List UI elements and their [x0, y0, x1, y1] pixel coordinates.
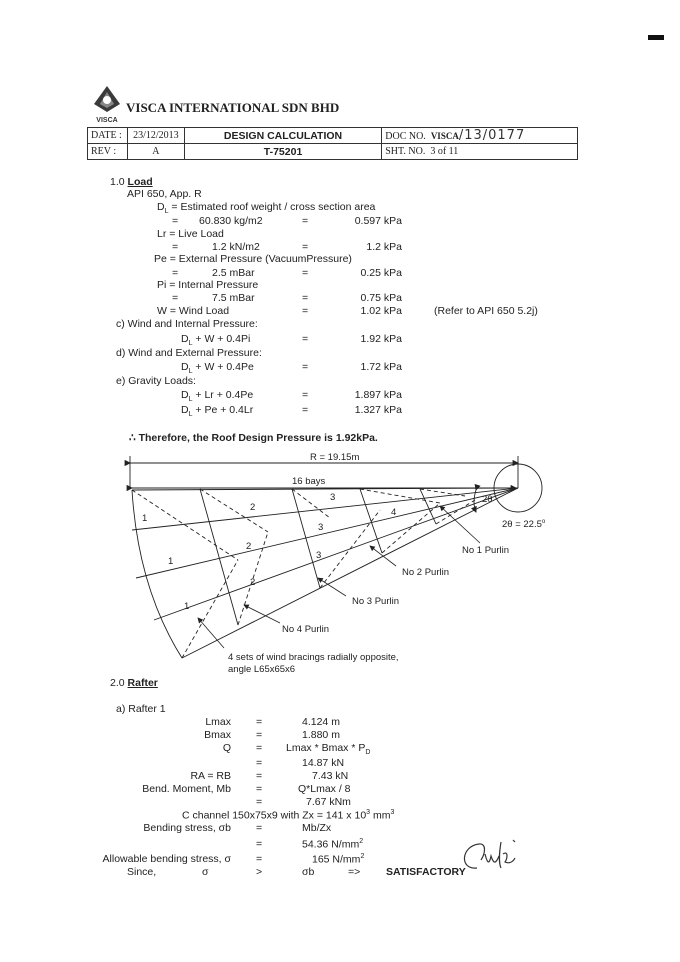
bay-number: 2	[246, 541, 252, 552]
combo-e2-value: 1.327 kPa	[354, 404, 402, 416]
visca-logo	[92, 84, 122, 124]
load-heading: 1.0 Load	[110, 176, 153, 188]
allowable-stress-value: 165 $N/mm^2$	[312, 853, 365, 866]
bracing-note-1: 4 sets of wind bracings radially opposite,	[228, 652, 399, 663]
calc-value: 14.87 kN	[302, 757, 345, 769]
doc-label: DOC NO.	[385, 131, 426, 142]
bay-number: 1	[142, 513, 148, 524]
eq-sign: =	[302, 404, 309, 416]
eq-sign: =	[256, 783, 263, 795]
eq-sign: =	[172, 241, 179, 253]
eq-sign: =	[256, 742, 263, 754]
combo-e1-value: 1.897 kPa	[354, 389, 402, 401]
date-value: 23/12/2013	[127, 128, 184, 144]
eq-sign: =	[302, 305, 309, 317]
calc-value: 7.67 kNm	[306, 796, 351, 808]
calc-label: RA = RB	[190, 770, 231, 782]
eq-sign: =	[302, 333, 309, 345]
eq-sign: =	[256, 770, 263, 782]
combo-d-value: 1.72 kPa	[360, 361, 402, 373]
bay-number: 4	[391, 507, 397, 518]
rafter-1-label: a) Rafter 1	[116, 703, 166, 715]
bay-number: 3	[316, 550, 322, 561]
doc-no-cell	[382, 128, 578, 144]
load-standard: API 650, App. R	[127, 188, 202, 200]
sht-label: SHT. NO.	[385, 146, 426, 157]
angle-value: $2\theta = 22.5^o$	[502, 519, 546, 530]
eq-sign: =	[256, 796, 263, 808]
bay-number: 3	[318, 522, 324, 533]
calc-value: 7.43 kN	[312, 770, 349, 782]
eq-sign: =	[256, 822, 263, 834]
implies-arrow: =>	[348, 866, 361, 878]
calc-value: 1.880 m	[302, 729, 340, 741]
bay-number: 2	[250, 577, 256, 588]
sht-value: 3 of 11	[430, 146, 459, 157]
purlin-3-label: No 3 Purlin	[352, 596, 399, 607]
sht-cell	[382, 144, 578, 160]
calc-label: Q	[222, 742, 231, 754]
bay-number: 2	[250, 502, 256, 513]
rafter-heading: 2.0 Rafter	[110, 677, 158, 689]
eq-sign: =	[302, 361, 309, 373]
dl-value: 60.830 kg/m2	[199, 215, 263, 227]
bays-label: 16 bays	[292, 476, 326, 487]
doc-title: DESIGN CALCULATION	[184, 128, 381, 144]
calc-label: Bmax	[204, 729, 231, 741]
combo-d-label: d) Wind and External Pressure:	[116, 347, 262, 359]
company-name: VISCA INTERNATIONAL SDN BHD	[126, 100, 340, 115]
calc-value: Q*Lmax / 8	[298, 783, 351, 795]
purlin-2-label: No 2 Purlin	[402, 567, 449, 578]
combo-e1-expr: $D_L + Lr + 0.4Pe$	[181, 389, 254, 404]
bay-number: 1	[184, 601, 190, 612]
corner-mark	[648, 35, 664, 40]
eq-sign: =	[256, 716, 263, 728]
combo-c-expr: $D_L + W + 0.4Pi$	[181, 333, 251, 348]
calc-value: 4.124 m	[302, 716, 340, 728]
header-table	[87, 127, 578, 160]
bending-stress-formula: Mb/Zx	[302, 822, 332, 834]
section-properties: C channel 150x75x9 with Zx = 141 x $10^3$ $mm^3$	[182, 809, 395, 822]
rev-value: A	[127, 144, 184, 160]
eq-sign: =	[256, 853, 263, 865]
sigma-symbol: σ	[202, 866, 209, 878]
w-definition: W = Wind Load	[157, 305, 230, 317]
pe-definition: Pe = External Pressure (VacuumPressure)	[154, 253, 352, 265]
eq-sign: =	[302, 389, 309, 401]
bracing-note-2: angle L65x65x6	[228, 664, 296, 675]
w-kpa: 1.02 kPa	[360, 305, 402, 317]
pe-value: 2.5 mBar	[212, 267, 255, 279]
combo-d-expr: $D_L + W + 0.4Pe$	[181, 361, 254, 376]
calc-value: Lmax * Bmax * $P_D$	[286, 742, 371, 757]
pi-definition: Pi = Internal Pressure	[157, 279, 259, 291]
calc-label: Bend. Moment, Mb	[142, 783, 231, 795]
eq-sign: =	[302, 241, 309, 253]
bending-stress-label: Bending stress, σb	[143, 822, 231, 834]
date-label: DATE :	[88, 128, 128, 144]
eq-sign: =	[172, 292, 179, 304]
lr-definition: Lr = Live Load	[157, 228, 224, 240]
dl-kpa: 0.597 kPa	[354, 215, 402, 227]
logo-text: VISCA	[96, 117, 118, 124]
purlin-4-label: No 4 Purlin	[282, 624, 329, 635]
radius-label: R = 19.15m	[310, 452, 360, 463]
sigmab-symbol: σb	[302, 866, 315, 878]
combo-c-value: 1.92 kPa	[360, 333, 402, 345]
combo-e2-expr: $D_L + Pe + 0.4Lr$	[181, 404, 254, 419]
eq-sign: =	[256, 838, 263, 850]
doc-prefix: VISCA	[430, 131, 459, 141]
pi-value: 7.5 mBar	[212, 292, 255, 304]
pe-kpa: 0.25 kPa	[360, 267, 402, 279]
doc-subtitle: T-75201	[184, 144, 381, 160]
bending-stress-value: 54.36 $N/mm^2$	[302, 838, 364, 851]
lr-value: 1.2 kN/m2	[212, 241, 260, 253]
lr-kpa: 1.2 kPa	[366, 241, 402, 253]
combo-e-label: e) Gravity Loads:	[116, 375, 196, 387]
rev-label: REV :	[88, 144, 128, 160]
calc-label: Lmax	[205, 716, 231, 728]
roof-framing-diagram	[120, 448, 560, 678]
dl-definition: $D_L$ = Estimated roof weight / cross section area	[157, 201, 376, 216]
design-pressure-conclusion: ∴ Therefore, the Roof Design Pressure is 1.92kPa.	[129, 432, 378, 444]
w-reference: (Refer to API 650 5.2j)	[434, 305, 538, 317]
bay-number: 1	[168, 556, 174, 567]
bay-number: 3	[330, 492, 336, 503]
since-label: Since,	[127, 866, 157, 878]
purlin-1-label: No 1 Purlin	[462, 545, 509, 556]
eq-sign: =	[302, 292, 309, 304]
eq-sign: =	[302, 215, 309, 227]
eq-sign: =	[172, 267, 179, 279]
doc-handwritten: /13/0177	[458, 128, 526, 143]
allowable-stress-label: Allowable bending stress, σ	[102, 853, 231, 865]
eq-sign: =	[256, 757, 263, 769]
signature	[455, 832, 525, 880]
pi-kpa: 0.75 kPa	[360, 292, 402, 304]
gt-symbol: >	[256, 866, 263, 878]
angle-label: 2θ	[482, 494, 493, 505]
eq-sign: =	[256, 729, 263, 741]
combo-c-label: c) Wind and Internal Pressure:	[116, 318, 258, 330]
result-satisfactory: SATISFACTORY	[386, 866, 466, 878]
eq-sign: =	[302, 267, 309, 279]
eq-sign: =	[172, 215, 179, 227]
